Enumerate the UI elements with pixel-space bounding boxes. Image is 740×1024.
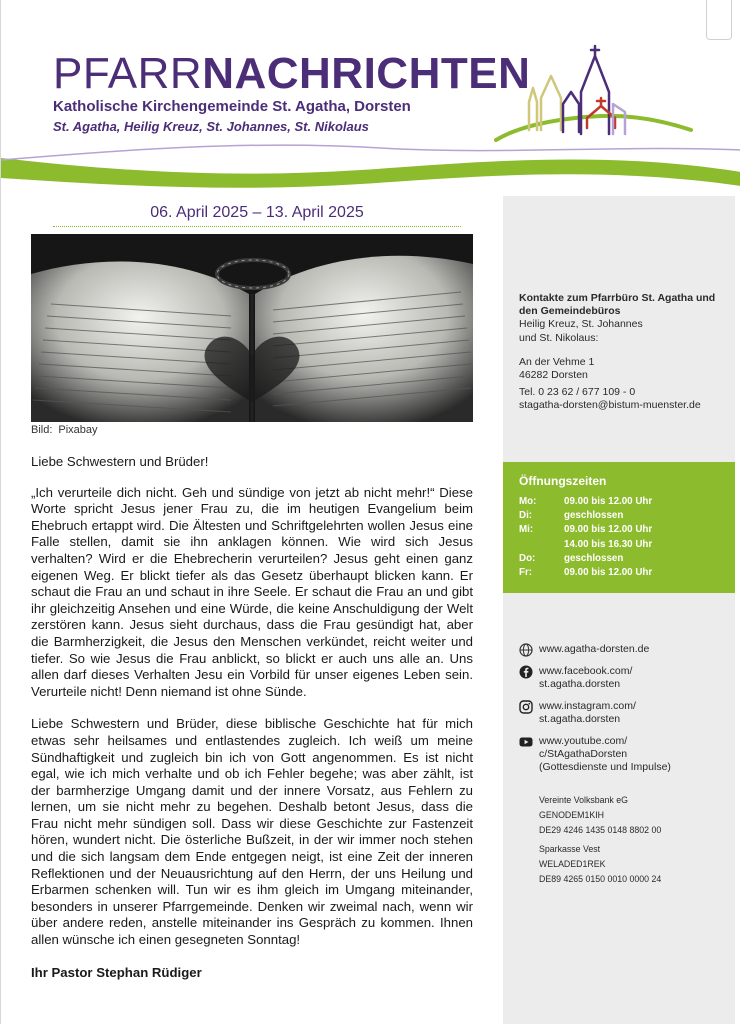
bank-account-1 (539, 793, 729, 838)
facebook-icon (519, 665, 533, 679)
title-thin-part: PFARR (53, 49, 203, 98)
facebook-url-line-2: st.agatha.dorsten (539, 678, 621, 691)
youtube-url-line-1: www.youtube.com/ (539, 734, 628, 747)
hours-row (519, 538, 735, 552)
contact-city: 46282 Dorsten (519, 369, 588, 382)
hours-day: Fr: (519, 567, 533, 579)
hours-day: Mo: (519, 496, 537, 507)
youtube-url-line-2: c/StAgathaDorsten (539, 748, 628, 761)
instagram-icon (519, 700, 533, 714)
youtube-icon (519, 735, 533, 749)
hours-time: 09.00 bis 12.00 Uhr (564, 524, 653, 536)
bank-bic: GENODEM1KIH (539, 810, 605, 820)
green-swoosh-band (1, 158, 740, 188)
image-caption (31, 424, 98, 436)
contact-street: An der Vehme 1 (519, 355, 595, 368)
hours-row (519, 509, 735, 523)
parish-subtitle: Katholische Kirchengemeinde St. Agatha, Dorsten (53, 98, 411, 115)
contact-phone: Tel. 0 23 62 / 677 109 - 0 (519, 386, 636, 399)
article-greeting: Liebe Schwestern und Brüder! (31, 454, 209, 469)
hours-time: geschlossen (564, 552, 624, 564)
website-url: www.agatha-dorsten.de (539, 643, 650, 655)
hours-row (519, 552, 735, 566)
hours-row (519, 523, 735, 537)
hours-day: Di: (519, 510, 533, 522)
title-bold-part: NACHRICHTEN (202, 49, 531, 98)
bank-bic: WELADED1REK (539, 859, 606, 869)
date-range: 06. April 2025 – 13. April 2025 (53, 204, 461, 227)
hours-row (519, 566, 735, 580)
web-links (519, 643, 733, 783)
instagram-url-line-2: st.agatha.dorsten (539, 713, 621, 726)
facebook-link[interactable] (519, 665, 733, 692)
contact-heading-line-1: Kontakte zum Pfarrbüro St. Agatha und (519, 292, 716, 304)
hours-time: geschlossen (564, 510, 624, 522)
parish-list: St. Agatha, Heilig Kreuz, St. Johannes, St. Nikolaus (53, 119, 369, 134)
bank-iban: DE29 4246 1435 0148 8802 00 (539, 825, 662, 835)
hours-time: 14.00 bis 16.30 Uhr (564, 538, 653, 550)
contact-line-4: und St. Nikolaus: (519, 331, 599, 344)
hours-time: 09.00 bis 12.00 Uhr (564, 496, 653, 507)
instagram-url-line-1: www.instagram.com/ (539, 699, 636, 712)
article-paragraph-1: „Ich verurteile dich nicht. Geh und sündige von jetzt ab nicht mehr!“ Diese Worte spricht Jesus jener Frau zu, die im heutigen Evangelium beim Ehebruch ertappt wird. Die Ältesten und Schriftgelehrten wollen Jesus eine Falle stellen, damit sie ihn anklagen können. Wie wird sich Jesus verhalten? Wird er die Ehebrecherin verurteilen? Jesus geht einen ganz eigenen Weg. Er blickt tiefer als das Gesetz überhaupt blicken kann. Er schaut die Frau an und schaut in ihre Seele. Er schaut die Frau an und gibt ihr gleichzeitig Ansehen und eine Würde, die keine Anschuldigung der Welt zerstören kann. Jesus sieht durchaus, dass die Frau gesündigt hat, aber die Barmherzigkeit, die Jesus den Menschen verkündet, reicht weiter und tiefer. So wie Jesus die Frau anblickt, so blickt er auch uns alle an. Uns allen darf dieses Verhalten Jesu ein Vorbild für unser eigenes Leben sein. Verurteile nicht! Denn niemand ist ohne Sünde. (31, 484, 473, 699)
contact-line-3: Heilig Kreuz, St. Johannes (519, 318, 643, 331)
hours-row (519, 495, 735, 509)
instagram-link[interactable] (519, 700, 733, 727)
opening-hours-heading: Öffnungszeiten (519, 474, 607, 488)
facebook-url-line-1: www.facebook.com/ (539, 665, 633, 677)
bank-iban: DE89 4265 0150 0010 0000 24 (539, 874, 662, 884)
caption-source: Pixabay (58, 424, 98, 436)
bible-crown-of-thorns-image (31, 234, 473, 422)
hours-time: 09.00 bis 12.00 Uhr (564, 567, 653, 579)
bank-name: Vereinte Volksbank eG (539, 795, 629, 805)
globe-icon (519, 643, 533, 657)
masthead (1, 0, 740, 195)
opening-hours-box (503, 462, 735, 593)
hours-day: Mi: (519, 524, 534, 536)
contact-heading-line-2: den Gemeindebüros (519, 305, 621, 318)
hours-day (519, 538, 564, 552)
youtube-description: (Gottesdienste und Impulse) (539, 761, 671, 774)
caption-label: Bild: (31, 424, 53, 436)
contact-email-link[interactable]: stagatha-dorsten@bistum-muenster.de (519, 399, 701, 412)
contact-block (519, 292, 729, 413)
bank-name: Sparkasse Vest (539, 844, 601, 854)
bank-account-2 (539, 842, 729, 887)
newsletter-title (53, 49, 531, 98)
contact-address (519, 356, 729, 413)
article-signature: Ihr Pastor Stephan Rüdiger (31, 964, 202, 980)
purple-swoosh-line (1, 145, 740, 160)
hours-day: Do: (519, 552, 536, 564)
website-link[interactable] (519, 643, 733, 657)
article-paragraph-2: Liebe Schwestern und Brüder, diese biblische Geschichte hat für mich etwas sehr heilsames und entlastendes zugleich. Ich weiß um meine Sündhaftigkeit und zugleich bin ich von Gott angenommen. Es ist nicht egal, wie ich mich verhalte und ob ich Fehler begehe; was aber zählt, ist der barmherzige Umgang damit und der innere Vorsatz, aus Fehlern zu lernen, um sie nicht mehr zu begehen. Deshalb betont Jesus, dass die Frau nicht mehr sündigen soll. Dass wir diese Geschichte zur Fastenzeit hören, wundert nicht. Die österliche Bußzeit, in der wir immer noch stehen und die sich langsam dem Ende entgegen neigt, ist eine Zeit der inneren Reflektionen und der Neuausrichtung auf den Herrn, der uns Heilung und Erbarmen schenken will. Tun wir es ihm gleich im Umgang miteinander, besonders in unserer Pfarrgemeinde. Denken wir zweimal nach, wenn wir über andere reden, anstelle miteinander ins Gespräch zu kommen. Ihnen allen wünsche ich einen gesegneten Sonntag! (31, 716, 473, 948)
youtube-link[interactable] (519, 735, 733, 775)
article (31, 454, 473, 997)
